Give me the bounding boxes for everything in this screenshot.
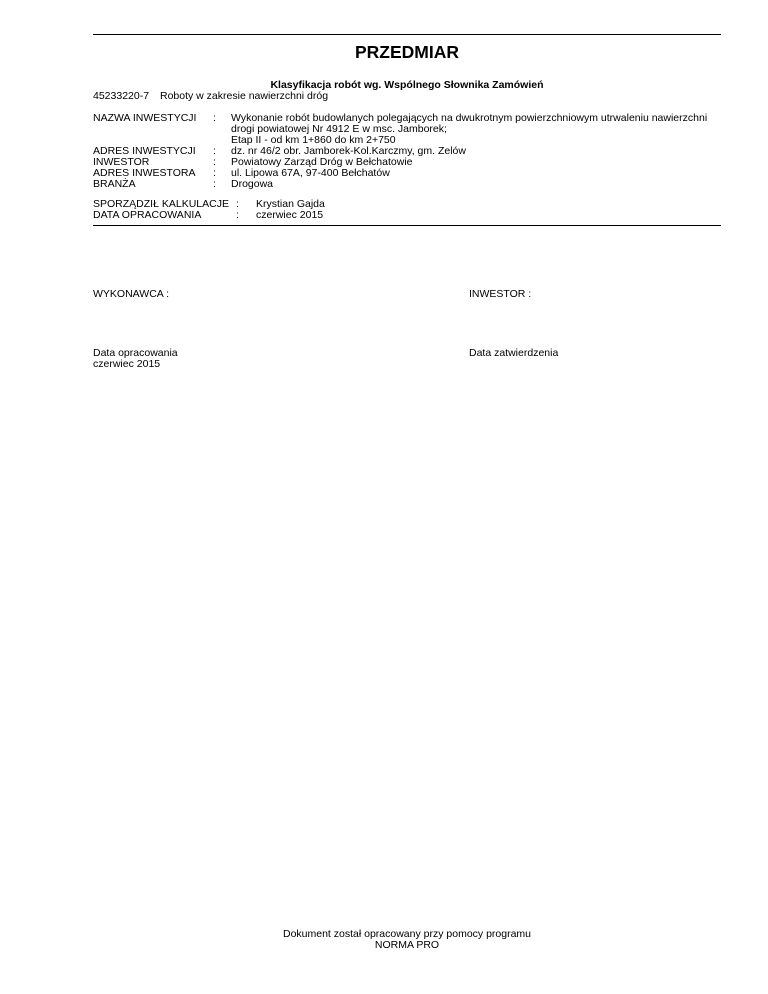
footer-line2: NORMA PRO bbox=[374, 939, 440, 951]
inwestor-signature-label: INWESTOR : bbox=[469, 288, 532, 300]
adres-inwestora-value: ul. Lipowa 67A, 97-400 Bełchatów bbox=[231, 167, 390, 179]
sporzadzil-value: Krystian Gajda bbox=[256, 198, 325, 210]
data-opracowania-signature-value: czerwiec 2015 bbox=[93, 358, 161, 370]
colon: : bbox=[213, 178, 216, 190]
adres-inwestora-label: ADRES INWESTORA bbox=[93, 167, 196, 179]
data-opracowania-label: DATA OPRACOWANIA bbox=[93, 209, 202, 221]
nazwa-label: NAZWA INWESTYCJI bbox=[93, 112, 197, 124]
document-title: PRZEDMIAR bbox=[354, 42, 460, 62]
middle-rule bbox=[93, 225, 721, 226]
branza-label: BRANŻA bbox=[93, 178, 136, 190]
colon: : bbox=[236, 209, 239, 221]
nazwa-value-line3: Etap II - od km 1+860 do km 2+750 bbox=[231, 134, 396, 146]
data-zatwierdzenia-label: Data zatwierdzenia bbox=[469, 347, 559, 359]
footer-line1: Dokument został opracowany przy pomocy programu bbox=[282, 928, 532, 940]
nazwa-value-line1: Wykonanie robót budowlanych polegających na dwukrotnym powierzchniowym utrwaleniu nawierzchni bbox=[231, 112, 708, 124]
inwestor-value: Powiatowy Zarząd Dróg w Bełchatowie bbox=[231, 156, 413, 168]
wykonawca-label: WYKONAWCA : bbox=[93, 288, 170, 300]
branza-value: Drogowa bbox=[231, 178, 274, 190]
colon: : bbox=[213, 167, 216, 179]
colon: : bbox=[213, 145, 216, 157]
nazwa-value-line2: drogi powiatowej Nr 4912 E w msc. Jamborek; bbox=[231, 123, 447, 135]
adres-value: dz. nr 46/2 obr. Jamborek-Kol.Karczmy, gm. Zelów bbox=[231, 145, 466, 157]
adres-label: ADRES INWESTYCJI bbox=[93, 145, 196, 157]
colon: : bbox=[213, 112, 216, 124]
classification-description: Roboty w zakresie nawierzchni dróg bbox=[160, 90, 329, 102]
colon: : bbox=[236, 198, 239, 210]
sporzadzil-label: SPORZĄDZIŁ KALKULACJE bbox=[93, 198, 229, 210]
data-opracowania-value: czerwiec 2015 bbox=[256, 209, 324, 221]
colon: : bbox=[213, 156, 216, 168]
data-opracowania-signature: Data opracowania bbox=[93, 347, 178, 359]
classification-heading: Klasyfikacja robót wg. Wspólnego Słownika Zamówień bbox=[270, 79, 544, 91]
classification-code: 45233220-7 bbox=[93, 90, 150, 102]
top-rule bbox=[93, 34, 721, 35]
inwestor-label: INWESTOR bbox=[93, 156, 150, 168]
